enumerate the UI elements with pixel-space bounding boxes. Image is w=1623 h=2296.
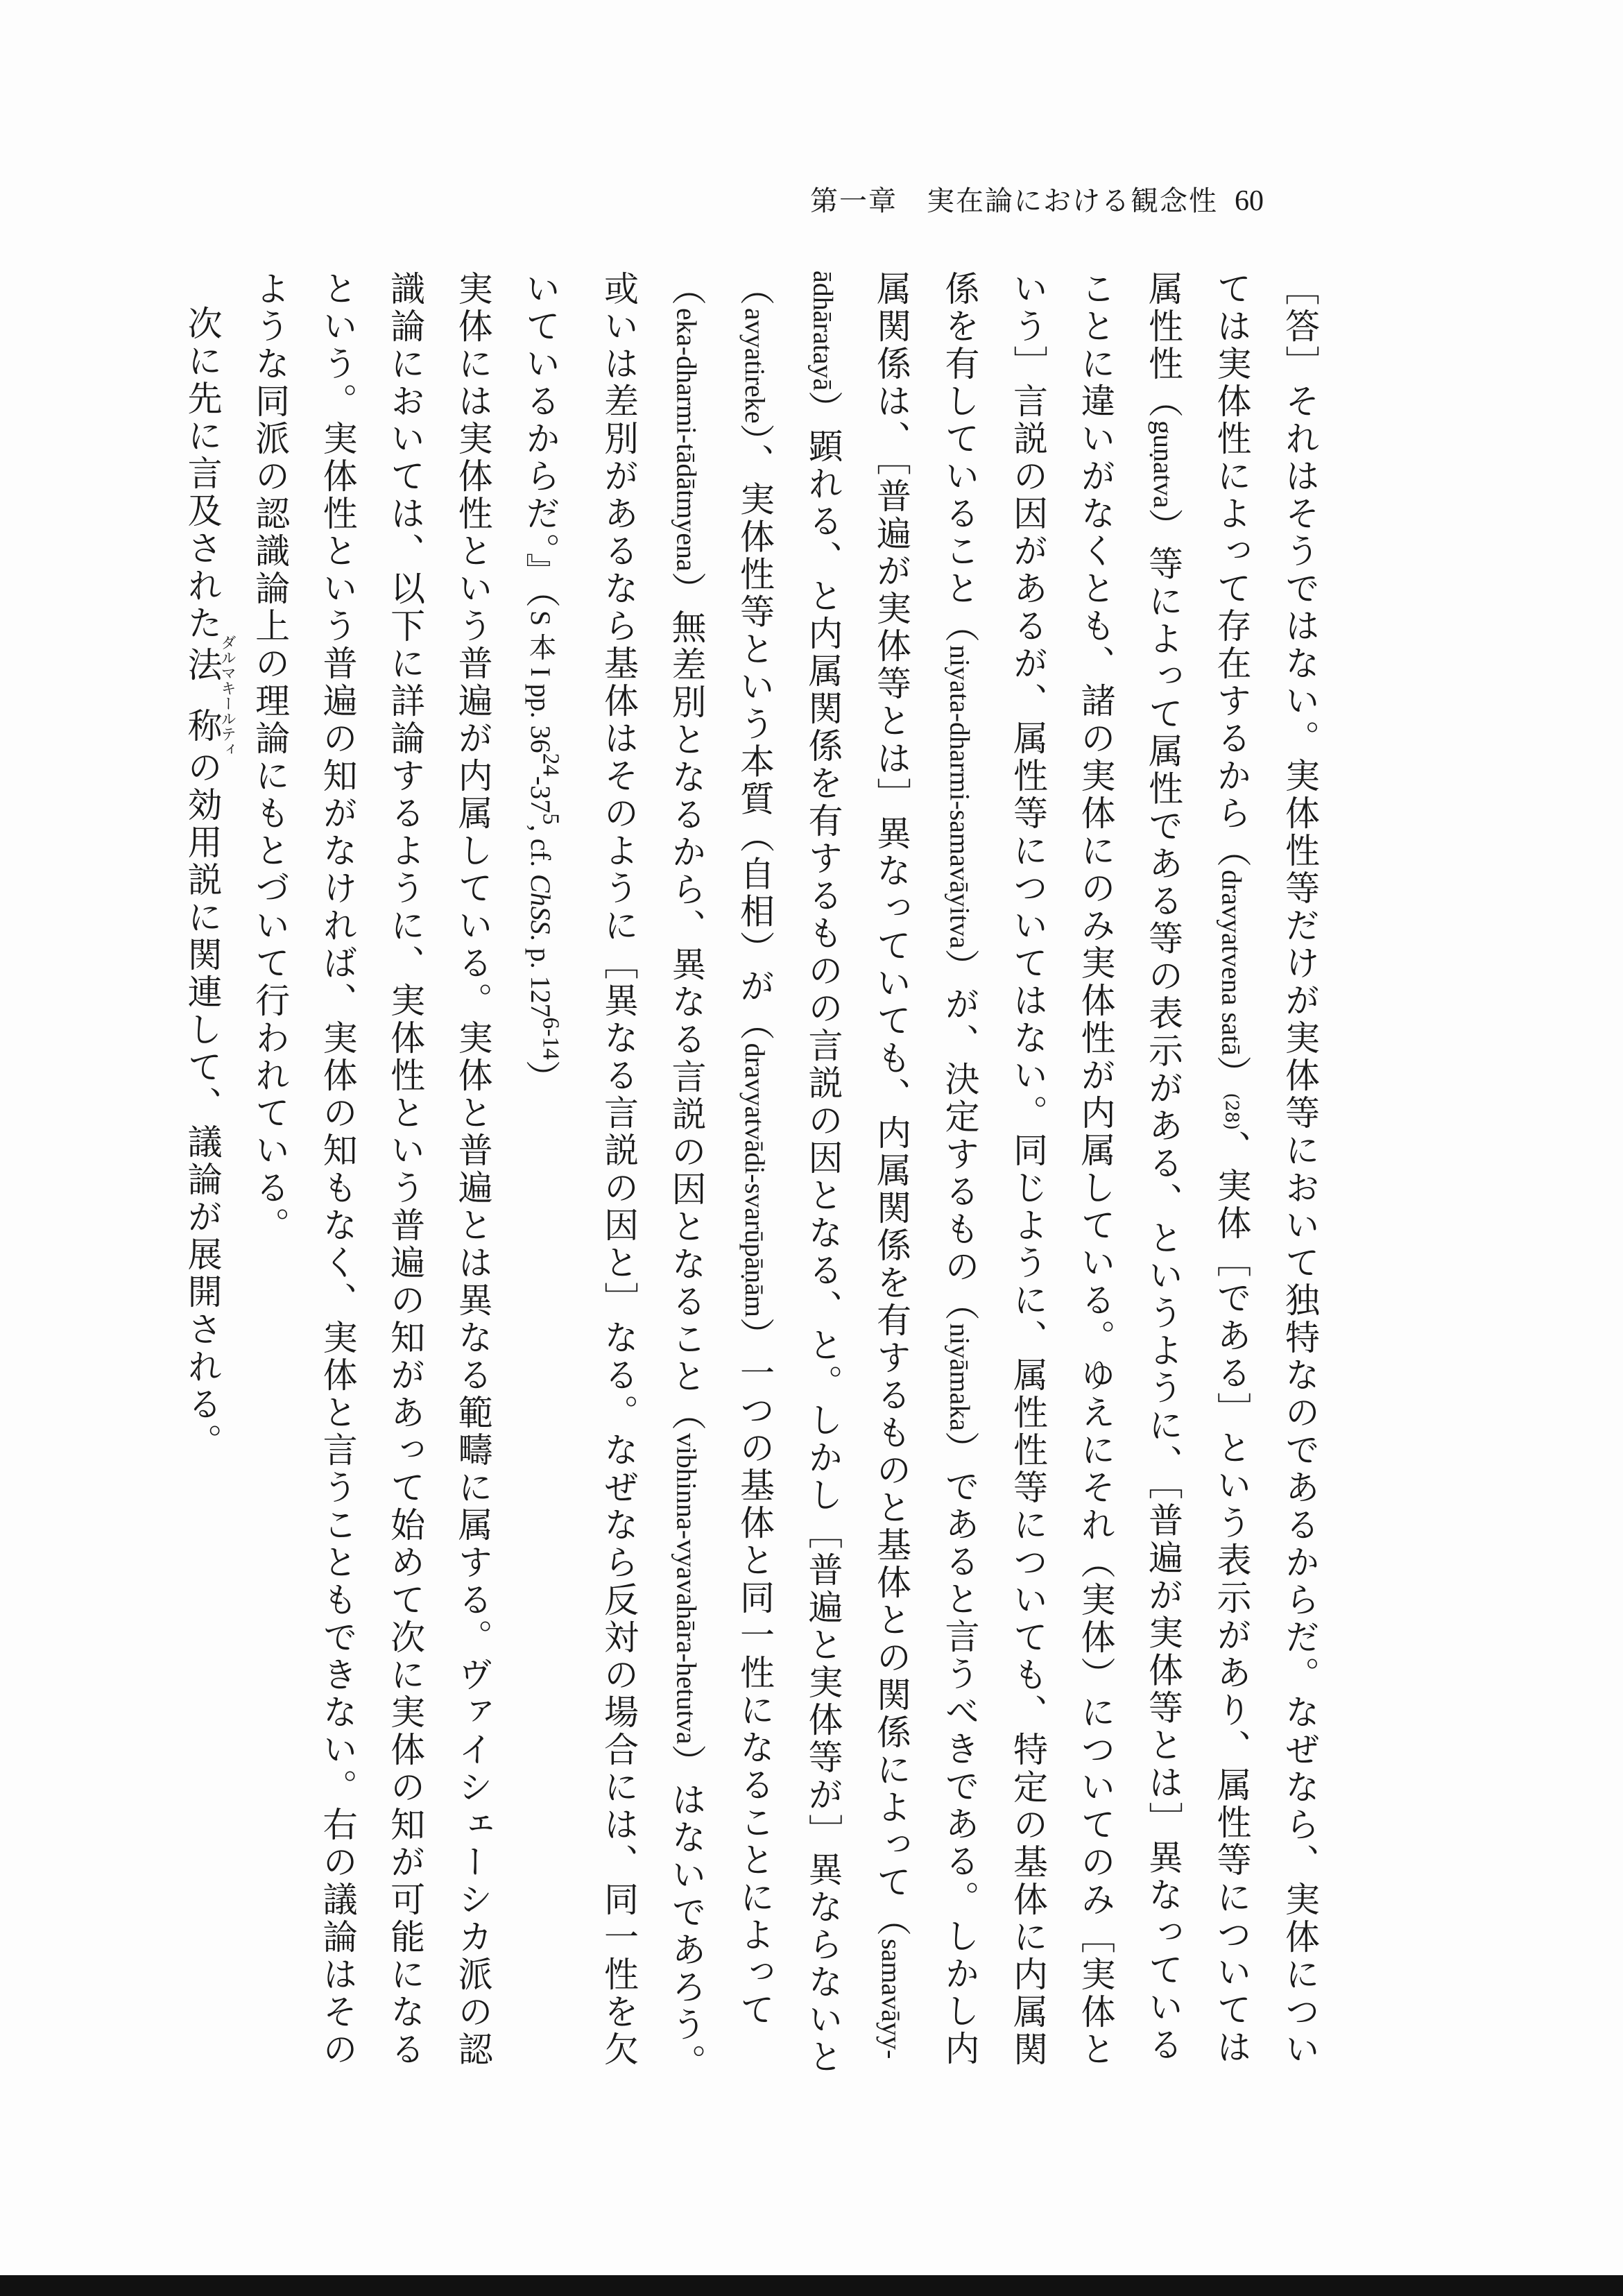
- running-header: [810, 182, 1268, 221]
- sanskrit-term: niyāmaka: [944, 1323, 976, 1432]
- citation-text: S 本 I pp. 36: [525, 610, 557, 753]
- paragraph-next: [168, 271, 236, 2095]
- text-segment: ）、実体性等という本質（自相）が（: [735, 423, 775, 1043]
- citation-text: , cf.: [525, 824, 557, 874]
- sanskrit-term: dravyatvena satā: [1216, 870, 1248, 1056]
- text-segment: ）: [1211, 1055, 1252, 1093]
- sanskrit-term: vibhinna-vyavahāra-hetutva: [671, 1432, 703, 1745]
- paragraph-explanation: 実体には実体性という普遍が内属している。実体と普遍とは異なる範疇に属する。ヴァイシェーシカ派の認識論においては、以下に詳論するように、実体性という普遍の知があって始めて次に実体の知が可能になるという。実体性という普遍の知がなければ、実体の知もなく、実体と言うこともできない。右の議論はそのような同派の認識論上の理論にもとづいて行われている。: [250, 271, 493, 2068]
- ruby-term: [182, 635, 237, 757]
- paragraph-answer: [506, 271, 1333, 2095]
- ruby-base: 法称: [182, 635, 223, 757]
- text-segment: ）はないであろう。或いは差別があるなら基体はそのように［異なる言説の因と］なる。なぜなら反対の場合には、同一性を欠いているからだ。』（: [520, 271, 707, 2082]
- sanskrit-term: niyata-dharmi-samavāyitva: [944, 645, 976, 949]
- sanskrit-term: avyatireke: [739, 308, 771, 424]
- text-segment: ）であると言うべきである。しかし内属関係は、［普遍が実体等とは］異なっていても、内属関係を有するものと基体との関係によって（: [871, 271, 980, 2068]
- text-segment: ）無差別となるから、異なる言説の因となること（: [666, 571, 707, 1433]
- sanskrit-term: dravyatvādi-svarūpāṇām: [739, 1043, 771, 1317]
- body-text: [147, 271, 1333, 2095]
- text-segment: ）顕れる、と内属関係を有するものの言説の因となる、と。しかし［普遍と実体等が］異ならないと（: [735, 271, 843, 2077]
- text-segment: ）等によって属性である等の表示がある、というように、［普遍が実体等とは］異なっていることに違いがなくとも、諸の実体にのみ実体性が内属している。ゆえにそれ（実体）についてのみ［実体という］言説の因があるが、属性等についてはない。同じように、属性性等についても、特定の基体に内属関係を有していること（: [939, 271, 1183, 2068]
- text-segment: ）: [520, 1059, 561, 1097]
- citation: [525, 610, 564, 1060]
- footnote-marker: (28): [1221, 1093, 1242, 1131]
- citation-source-italic: ChSS: [525, 873, 557, 934]
- text-segment: の効用説に関連して、議論が展開される。: [182, 749, 223, 1461]
- page-number: 60: [1235, 185, 1264, 217]
- sanskrit-term: samavāyy-ādhāratayā: [807, 271, 907, 2059]
- chapter-title: 第一章 実在論における観念性: [810, 185, 1218, 217]
- scan-edge-band: [0, 2275, 1623, 2296]
- citation-superscript: 24: [538, 753, 564, 776]
- sanskrit-term: guṇatva: [1148, 420, 1179, 508]
- citation-superscript: 5: [538, 813, 564, 825]
- text-segment: 、実体［である］という表示があり、属性等については属性性（: [1143, 271, 1252, 2067]
- ruby-reading: ダルマキールティ: [218, 635, 237, 757]
- text-segment: ）が、決定するもの（: [939, 948, 980, 1323]
- text-segment: ）一つの基体と同一性になることによって（: [666, 271, 775, 2029]
- text-segment: ［答］それはそうではない。実体性等だけが実体等において独特なのであるからだ。なぜなら、実体については実体性によって存在するから（: [1211, 271, 1320, 2068]
- citation-text: -37: [525, 776, 557, 814]
- sanskrit-term: eka-dharmi-tādātmyena: [671, 308, 703, 572]
- text-segment: 次に先に言及された: [182, 305, 223, 642]
- citation-superscript: 6-14: [538, 1017, 564, 1060]
- citation-text: . p. 127: [525, 934, 557, 1018]
